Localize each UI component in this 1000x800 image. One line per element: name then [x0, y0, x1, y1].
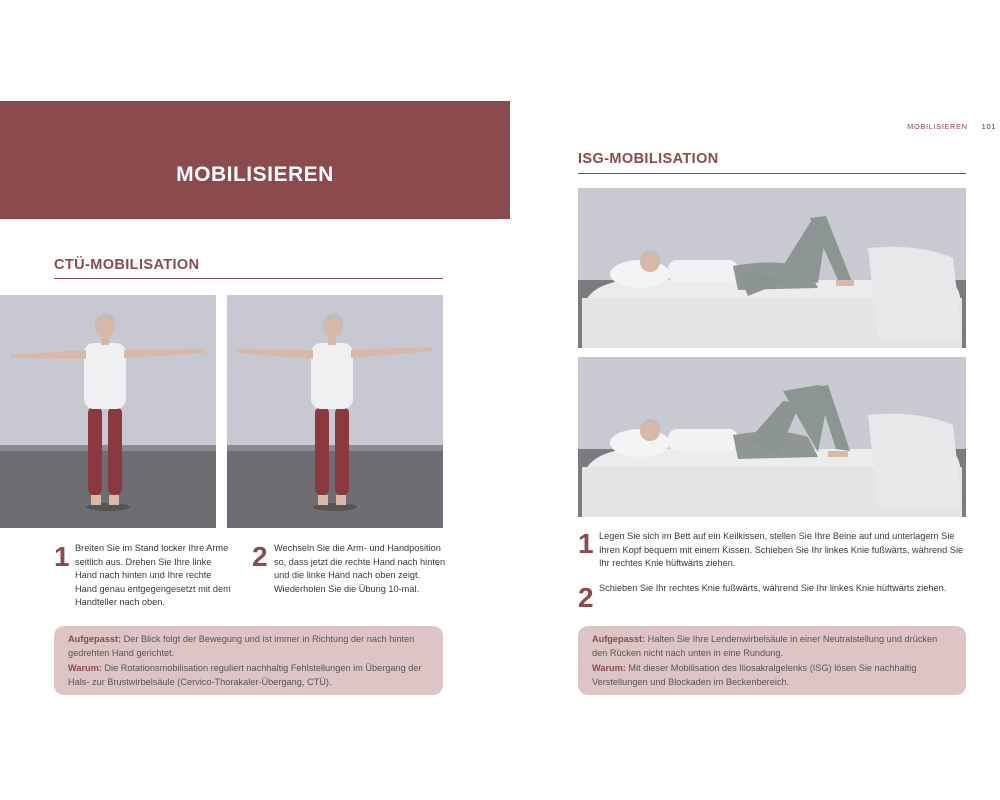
aufgepasst-label: Aufgepasst: — [592, 634, 646, 644]
warum-text: Mit dieser Mobilisation des Iliosakralgelenks (ISG) lösen Sie nachhaltig Verstellungen und Blockaden im Beckenbereich. — [592, 663, 917, 687]
page-number: 101 — [981, 122, 996, 131]
step-text-1: Legen Sie sich im Bett auf ein Keilkissen, stellen Sie Ihre Beine auf und unterlagern Sie Ihren Kopf bequem mit einem Kissen. Schieben Sie Ihr linkes Knie fußwärts, während Sie Ihr rechtes Knie hüftwärts ziehen. — [599, 531, 964, 569]
running-head-title: MOBILISIEREN — [907, 122, 968, 131]
running-head — [907, 122, 996, 131]
step-number-1: 1 — [54, 541, 70, 572]
info-box-ctue — [54, 626, 443, 695]
section-rule — [54, 278, 443, 279]
step-number-2: 2 — [578, 582, 594, 613]
aufgepasst-text: Halten Sie Ihre Lendenwirbelsäule in einer Neutralstellung und drücken den Rücken nicht nach unten in eine Rundung. — [592, 634, 938, 658]
warum-text: Die Rotationsmobilisation reguliert nachhaltig Fehlstellungen im Übergang der Hals- zur Brustwirbelsäule (Cervico-Thorakaler-Übergang, CTÜ). — [68, 663, 422, 687]
step-text-2: Schieben Sie Ihr rechtes Knie fußwärts, während Sie Ihr linkes Knie hüftwärts ziehen. — [599, 583, 947, 593]
step-number-2: 2 — [252, 541, 268, 572]
isg-photo-1 — [578, 188, 966, 348]
chapter-title: MOBILISIEREN — [176, 163, 334, 186]
aufgepasst-label: Aufgepasst: — [68, 634, 122, 644]
section-rule-isg — [578, 173, 966, 174]
step-number-1: 1 — [578, 528, 594, 559]
step-text-1: Breiten Sie im Stand locker Ihre Arme seitlich aus. Drehen Sie Ihre linke Hand nach hinten und Ihre rechte Hand genau entgegengesetzt mit dem Handteller nach oben. — [75, 543, 231, 608]
step-text-2: Wechseln Sie die Arm- und Handposition so, dass jetzt die rechte Hand nach hinten und die linke Hand nach oben zeigt. Wiederholen Sie die Übung 10-mal. — [274, 543, 446, 594]
warum-label: Warum: — [592, 663, 626, 674]
aufgepasst-text: Der Blick folgt der Bewegung und ist immer in Richtung der nach hinten gedrehten Hand gerichtet. — [68, 634, 415, 658]
isg-photo-2 — [578, 357, 966, 517]
info-box-isg — [578, 626, 966, 695]
warum-label: Warum: — [68, 663, 102, 674]
ctue-photo-2 — [227, 295, 443, 528]
section-title-ctue: CTÜ-MOBILISATION — [54, 257, 200, 273]
ctue-photo-1 — [0, 295, 216, 528]
section-title-isg: ISG-MOBILISATION — [578, 151, 719, 167]
